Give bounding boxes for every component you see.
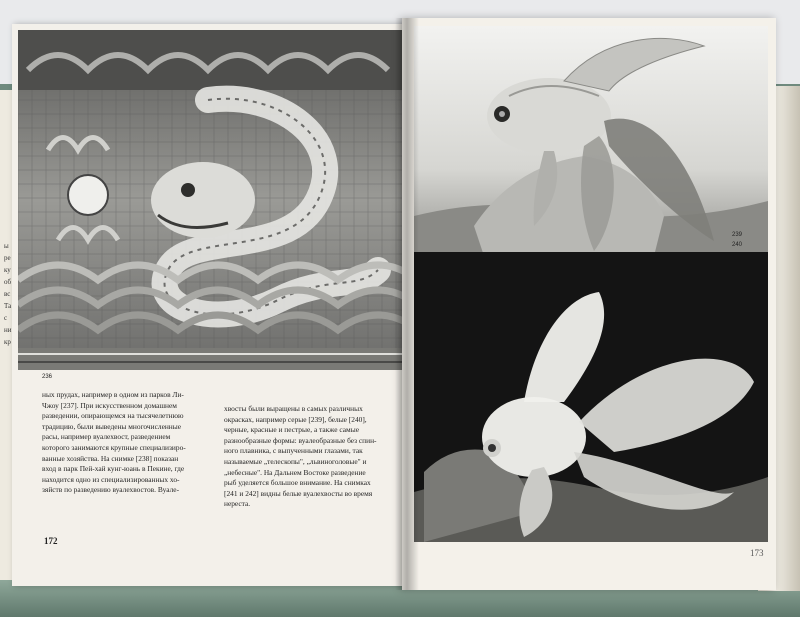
- left-page: [12, 24, 410, 586]
- goldfish-photo-top: [414, 26, 768, 286]
- text-line: Чжоу [237]. При искусственном домашнем: [42, 400, 177, 410]
- text-line: разведении, опирающемся на тысячелетнюю: [42, 411, 184, 421]
- text-column-2: [224, 404, 402, 510]
- text-line: зяйств по разведению вуалехвостов. Вуале-: [42, 485, 180, 495]
- text-line: ных прудах, например в одном из парков Ли-: [42, 390, 184, 399]
- text-line: рыб уделяется большое внимание. На снимках: [224, 478, 371, 488]
- text-line: хвосты были выращены в самых различных: [224, 404, 363, 413]
- text-line: находится одно из специализированных хо-: [42, 474, 180, 484]
- text-line: расы, например вуалехвост, разведением: [42, 432, 171, 442]
- text-line: традицию, были выведены многочисленные: [42, 421, 182, 431]
- text-line: разнообразные формы: вуалеобразные без спин-: [224, 435, 377, 445]
- dragon-relief-image: [18, 30, 404, 370]
- page-number-left: 172: [44, 536, 58, 546]
- text-column-1: [42, 390, 218, 496]
- text-line: ванные хозяйства. На снимке [238] показан: [42, 453, 179, 463]
- text-line: называемые „телескопы", „львиноголовые" и: [224, 456, 367, 466]
- text-line: черные, красные и пестрые, а также самые: [224, 425, 359, 435]
- photo-caption-240: 240: [732, 242, 743, 248]
- stack-text: ы ре ку об вс Та с ни кр: [4, 242, 12, 346]
- goldfish-photo-bottom: [414, 252, 768, 542]
- text-line: [241 и 242] видны белые вуалехвосты во время: [224, 488, 373, 498]
- text-line: которого занимаются крупные специализиро-: [42, 442, 186, 452]
- text-line: нереста.: [224, 499, 251, 509]
- right-page: [402, 18, 776, 590]
- photo-caption-239: 239: [732, 232, 743, 238]
- photo-caption-236: 236: [42, 374, 53, 380]
- goldfish-bottom-image: [414, 252, 768, 542]
- text-line: окрасках, например серые [239], белые [240],: [224, 414, 367, 424]
- text-line: ного плавника, с выпученными глазами, так: [224, 446, 363, 456]
- text-line: „небесные". На Дальнем Востоке разведение: [224, 467, 366, 477]
- goldfish-top-image: [414, 26, 768, 286]
- dragon-relief-photo: [18, 30, 404, 370]
- text-line: вход в парк Пей-хай кунг-юань в Пекине, где: [42, 464, 185, 474]
- book-gutter-shadow: [395, 18, 419, 590]
- page-number-right: 173: [750, 548, 764, 558]
